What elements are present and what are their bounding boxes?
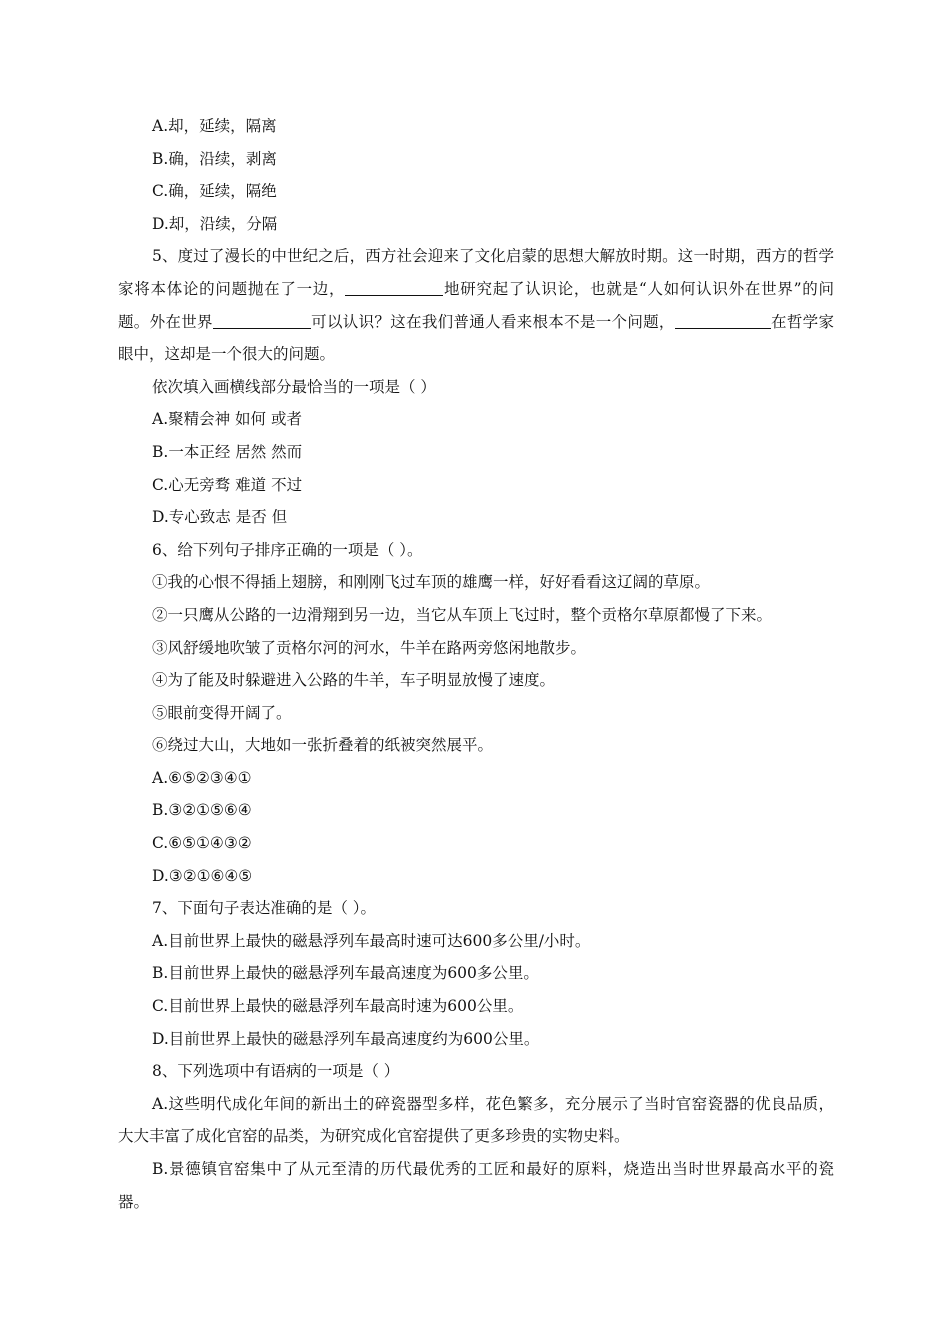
q5-blank-1: [345, 277, 443, 296]
q4-option-d: D.却，沿续，分隔: [152, 214, 278, 233]
q7-option-b: B.目前世界上最快的磁悬浮列车最高速度为600多公里。: [152, 964, 539, 983]
q6-stem: 6、给下列句子排序正确的一项是（ ）。: [152, 540, 423, 559]
q5-blank-2: [213, 310, 311, 329]
q5-stem-part-2: 地研究起了认识论，也就是“人如何认识外在世界”的问题。外在世界: [118, 279, 834, 331]
q5-blank-3b: [701, 310, 771, 329]
q5-prompt: 依次填入画横线部分最恰当的一项是（ ）: [152, 377, 436, 396]
q4-option-a: A.却，延续，隔离: [152, 117, 277, 135]
document-content: [118, 110, 834, 1218]
q5-stem-part-4: 在哲学家眼中，这却是一个很大的问题。: [118, 312, 834, 364]
q8-option-a: A.这些明代成化年间的新出土的碎瓷器型多样，花色繁多，充分展示了当时官窑瓷器的优良品质，大大丰富了成化官窑的品类，为研究成化官窑提供了更多珍贵的实物史料。: [118, 1094, 834, 1146]
q5-option-c: C.心无旁骛 难道 不过: [152, 475, 303, 494]
q5-option-d: D.专心致志 是否 但: [152, 508, 288, 527]
q7-stem: 7、下面句子表达准确的是（ ）。: [152, 899, 377, 918]
q5-stem-part-3: 可以认识？这在我们普通人看来根本不是一个问题，: [310, 312, 675, 331]
q6-option-d: D.③②①⑥④⑤: [152, 866, 253, 885]
q6-sentence-2: ②一只鹰从公路的一边滑翔到另一边，当它从车顶上飞过时，整个贡格尔草原都慢了下来。: [152, 605, 773, 624]
q6-sentence-6: ⑥绕过大山，大地如一张折叠着的纸被突然展平。: [152, 736, 494, 755]
q6-sentence-4: ④为了能及时躲避进入公路的牛羊，车子明显放慢了速度。: [152, 671, 556, 690]
q4-option-c: C.确，延续，隔绝: [152, 182, 277, 201]
q4-option-b: B.确，沿续，剥离: [152, 149, 277, 168]
q5-blank-3a: [675, 310, 701, 329]
q6-sentence-5: ⑤眼前变得开阔了。: [152, 703, 292, 722]
q8-option-b: B.景德镇官窑集中了从元至清的历代最优秀的工匠和最好的原料，烧造出当时世界最高水平的瓷器。: [118, 1160, 834, 1211]
q6-option-c: C.⑥⑤①④③②: [152, 834, 252, 853]
q5-stem: [118, 240, 834, 370]
q7-option-a: A.目前世界上最快的磁悬浮列车最高时速可达600多公里/小时。: [152, 931, 591, 950]
q5-option-b: B.一本正经 居然 然而: [152, 442, 303, 461]
q5-option-a: A.聚精会神 如何 或者: [152, 410, 302, 429]
q7-option-d: D.目前世界上最快的磁悬浮列车最高速度约为600公里。: [152, 1029, 540, 1048]
q6-option-a: A.⑥⑤②③④①: [152, 768, 252, 787]
q7-option-c: C.目前世界上最快的磁悬浮列车最高时速为600公里。: [152, 997, 524, 1016]
q6-sentence-3: ③风舒缓地吹皱了贡格尔河的河水，牛羊在路两旁悠闲地散步。: [152, 638, 587, 657]
q6-sentence-1: ①我的心恨不得插上翅膀，和刚刚飞过车顶的雄鹰一样，好好看看这辽阔的草原。: [152, 573, 711, 592]
q6-option-b: B.③②①⑤⑥④: [152, 801, 252, 820]
q5-stem-part-1: 5、度过了漫长的中世纪之后，西方社会迎来了文化启蒙的思想大解放时期。这一时期，西方的哲学家将本体论的问题抛在了一边，: [118, 247, 834, 298]
q8-stem: 8、下列选项中有语病的一项是（ ）: [152, 1062, 400, 1081]
